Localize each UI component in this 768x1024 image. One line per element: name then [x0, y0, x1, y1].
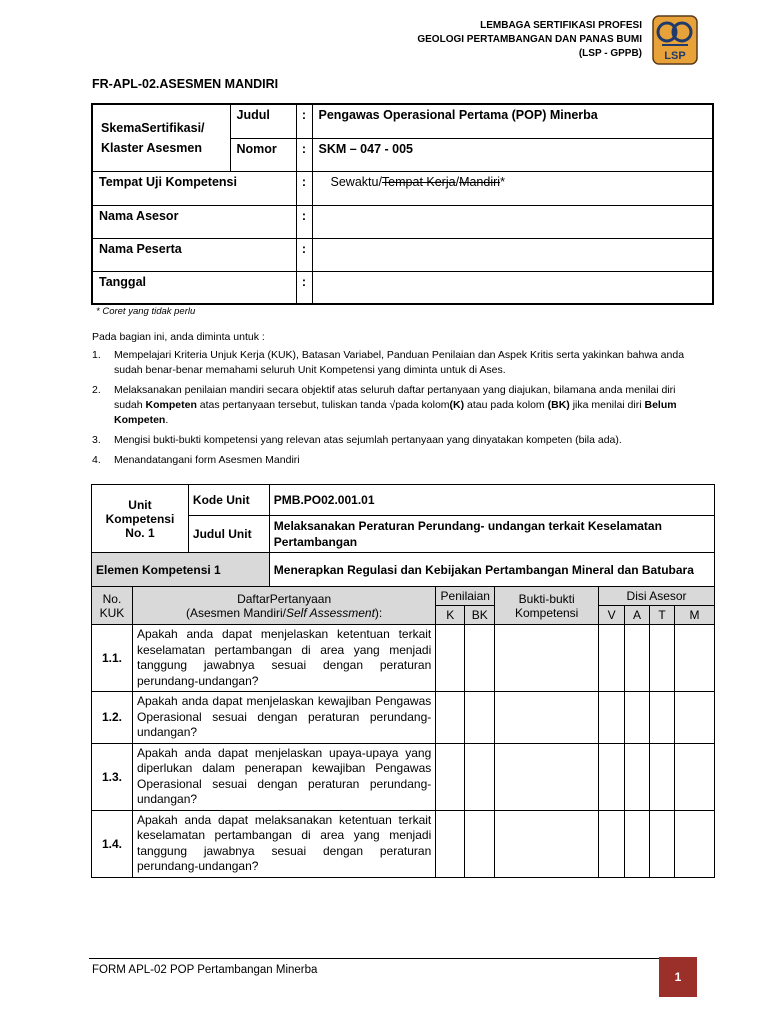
assessment-table — [91, 484, 715, 878]
table-row — [92, 743, 715, 810]
bk-cell[interactable] — [465, 743, 495, 810]
judul-unit-value: Melaksanakan Peraturan Perundang- undangan terkait Keselamatan Pertambangan — [269, 516, 714, 553]
peserta-value-field[interactable] — [312, 238, 713, 271]
nomor-value: SKM – 047 - 005 — [312, 138, 713, 171]
elemen-label: Elemen Kompetensi 1 — [92, 553, 270, 587]
colon: : — [296, 205, 312, 238]
v-cell[interactable] — [599, 692, 625, 744]
table-row — [92, 692, 715, 744]
judul-label: Judul — [230, 104, 296, 138]
k-cell[interactable] — [436, 810, 465, 877]
tanggal-value-field[interactable] — [312, 271, 713, 304]
colon: : — [296, 138, 312, 171]
instruction-item: 3. Mengisi bukti-bukti kompetensi yang relevan atas sejumlah pertanyaan yang dinyatakan kompeten (bila ada). — [92, 434, 622, 446]
t-cell[interactable] — [650, 625, 675, 692]
t-cell[interactable] — [650, 743, 675, 810]
instruction-item: 1. Mempelajari Kriteria Unjuk Kerja (KUK), Batasan Variabel, Panduan Penilaian dan Aspek Kritis serta yakinkan bahwa anda sudah benar-benar memahami seluruh Unit Kompetensi yang diminta untuk di Ases. — [92, 349, 685, 376]
v-cell[interactable] — [599, 743, 625, 810]
nomor-label: Nomor — [230, 138, 296, 171]
bk-header: BK — [465, 606, 495, 625]
instructions — [92, 330, 695, 473]
m-cell[interactable] — [674, 625, 714, 692]
bk-cell[interactable] — [465, 625, 495, 692]
m-cell[interactable] — [674, 743, 714, 810]
colon: : — [296, 171, 312, 205]
org-line-1: LEMBAGA SERTIFIKASI PROFESI — [480, 20, 642, 31]
no-kuk-header: No. KUK — [92, 587, 133, 625]
table-row — [92, 810, 715, 877]
instruction-item: 4. Menandatangani form Asesmen Mandiri — [92, 454, 300, 466]
bukti-cell[interactable] — [495, 692, 599, 744]
k-cell[interactable] — [436, 743, 465, 810]
question-text: Apakah anda dapat menjelaskan ketentuan terkait keselamatan pertambangan di area yang menjadi tanggung jawabnya sesuai dengan peraturan perundang-undangan? — [132, 625, 435, 692]
organization-name — [417, 19, 642, 61]
k-cell[interactable] — [436, 625, 465, 692]
judul-unit-label: Judul Unit — [188, 516, 269, 553]
tanggal-label: Tanggal — [92, 271, 296, 304]
logo-text: LSP — [664, 50, 686, 62]
a-header: A — [625, 606, 650, 625]
question-text: Apakah anda dapat melaksanakan ketentuan terkait keselamatan pertambangan di area yang menjadi tanggung jawabnya sesuai dengan peraturan perundang-undangan? — [132, 810, 435, 877]
a-cell[interactable] — [625, 692, 650, 744]
m-cell[interactable] — [674, 810, 714, 877]
kode-unit-value: PMB.PO02.001.01 — [269, 485, 714, 516]
bukti-header: Bukti-bukti Kompetensi — [495, 587, 599, 625]
a-cell[interactable] — [625, 743, 650, 810]
question-text: Apakah anda dapat menjelaskan kewajiban Pengawas Operasional sesuai dengan peraturan perundang-undangan? — [132, 692, 435, 744]
bk-cell[interactable] — [465, 810, 495, 877]
elemen-value: Menerapkan Regulasi dan Kebijakan Pertambangan Mineral dan Batubara — [269, 553, 714, 587]
footer-form-name: FORM APL-02 POP Pertambangan Minerba — [92, 964, 318, 976]
colon: : — [296, 238, 312, 271]
asesor-value-field[interactable] — [312, 205, 713, 238]
disi-asesor-header: Disi Asesor — [599, 587, 715, 606]
m-cell[interactable] — [674, 692, 714, 744]
asesor-label: Nama Asesor — [92, 205, 296, 238]
t-cell[interactable] — [650, 810, 675, 877]
colon: : — [296, 271, 312, 304]
k-header: K — [436, 606, 465, 625]
bukti-cell[interactable] — [495, 625, 599, 692]
scheme-info-table — [91, 103, 714, 305]
skema-label: SkemaSertifikasi/ Klaster Asesmen — [92, 104, 230, 171]
instruction-item: 2. Melaksanakan penilaian mandiri secara objektif atas seluruh daftar pertanyaan yang diajukan, bilamana anda menilai diri sudah Kompeten atas pertanyaan tersebut, tuliskan tanda √pada kolom(K) atau pada kolom (BK) jika menilai diri Belum Kompeten. — [92, 384, 677, 426]
penilaian-header: Penilaian — [436, 587, 495, 606]
bukti-cell[interactable] — [495, 743, 599, 810]
instructions-lead: Pada bagian ini, anda diminta untuk : — [92, 331, 265, 343]
bukti-cell[interactable] — [495, 810, 599, 877]
question-text: Apakah anda dapat menjelaskan upaya-upaya yang diperlukan dalam penerapan kewajiban Pengawas Operasional sesuai dengan peraturan perundang-undangan? — [132, 743, 435, 810]
t-header: T — [650, 606, 675, 625]
strike-note: * Coret yang tidak perlu — [96, 306, 196, 317]
org-line-3: (LSP - GPPB) — [578, 48, 642, 59]
v-header: V — [599, 606, 625, 625]
m-header: M — [674, 606, 714, 625]
daftar-pertanyaan-header: DaftarPertanyaan (Asesmen Mandiri/Self Assessment): — [132, 587, 435, 625]
table-row — [92, 625, 715, 692]
tuk-label: Tempat Uji Kompetensi — [92, 171, 296, 205]
v-cell[interactable] — [599, 810, 625, 877]
kuk-number: 1.1. — [92, 625, 133, 692]
kuk-number: 1.4. — [92, 810, 133, 877]
peserta-label: Nama Peserta — [92, 238, 296, 271]
judul-value: Pengawas Operasional Pertama (POP) Minerba — [312, 104, 713, 138]
lsp-logo — [652, 15, 698, 65]
v-cell[interactable] — [599, 625, 625, 692]
form-title: FR-APL-02.ASESMEN MANDIRI — [92, 77, 279, 91]
kuk-number: 1.2. — [92, 692, 133, 744]
unit-kompetensi-label: Unit Kompetensi No. 1 — [92, 485, 189, 553]
a-cell[interactable] — [625, 810, 650, 877]
t-cell[interactable] — [650, 692, 675, 744]
footer-divider — [89, 958, 697, 959]
tuk-value: Sewaktu/Tempat Kerja/Mandiri* — [312, 171, 713, 205]
page-number: 1 — [659, 957, 697, 997]
org-line-2: GEOLOGI PERTAMBANGAN DAN PANAS BUMI — [417, 34, 642, 45]
k-cell[interactable] — [436, 692, 465, 744]
kuk-number: 1.3. — [92, 743, 133, 810]
bk-cell[interactable] — [465, 692, 495, 744]
colon: : — [296, 104, 312, 138]
kode-unit-label: Kode Unit — [188, 485, 269, 516]
a-cell[interactable] — [625, 625, 650, 692]
